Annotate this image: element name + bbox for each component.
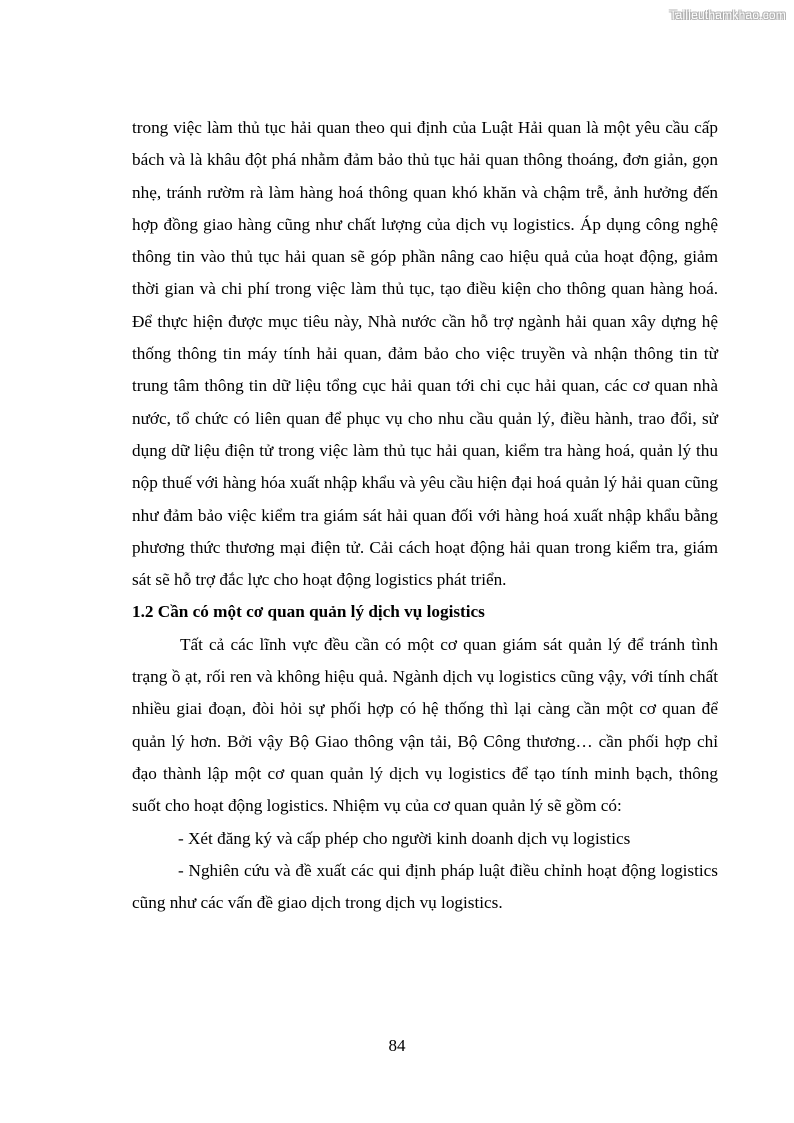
page-number: 84	[388, 1036, 406, 1055]
paragraph-customs-it: trong việc làm thủ tục hải quan theo qui định của Luật Hải quan là một yêu cầu cấp bách và là khâu đột phá nhằm đảm bảo thủ tục hải quan thông thoáng, đơn giản, gọn nhẹ, tránh rườm rà làm hàng hoá thông quan khó khăn và chậm trễ, ảnh hưởng đến hợp đồng giao hàng cũng như chất lượng của dịch vụ logistics. Áp dụng công nghệ thông tin vào thủ tục hải quan sẽ góp phần nâng cao hiệu quả của hoạt động, giảm thời gian và chi phí trong việc làm thủ tục, tạo điều kiện cho thông quan hàng hoá. Để thực hiện được mục tiêu này, Nhà nước cần hỗ trợ ngành hải quan xây dựng hệ thống thông tin máy tính hải quan, đảm bảo cho việc truyền và nhận thông tin từ trung tâm thông tin dữ liệu tổng cục hải quan tới chi cục hải quan, các cơ quan nhà nước, tổ chức có liên quan để phục vụ cho nhu cầu quản lý, điều hành, trao đổi, sử dụng dữ liệu điện tử trong việc làm thủ tục hải quan, kiểm tra hàng hoá, quản lý thu nộp thuế với hàng hóa xuất nhập khẩu và yêu cầu hiện đại hoá quản lý hải quan cũng như đảm bảo việc kiểm tra giám sát hải quan đối với hàng hoá xuất nhập khẩu bằng phương thức thương mại điện tử. Cải cách hoạt động hải quan trong kiểm tra, giám sát sẽ hỗ trợ đắc lực cho hoạt động logistics phát triển.	[132, 118, 718, 590]
paragraph-management-agency: Tất cả các lĩnh vực đều cần có một cơ quan giám sát quản lý để tránh tình trạng ồ ạt, rối ren và không hiệu quả. Ngành dịch vụ logistics cũng vậy, với tính chất nhiều giai đoạn, đòi hỏi sự phối hợp có hệ thống thì lại càng cần một cơ quan để quản lý hơn. Bởi vậy Bộ Giao thông vận tải, Bộ Công thương… cần phối hợp chỉ đạo thành lập một cơ quan quản lý dịch vụ logistics để tạo tính minh bạch, thông suốt cho hoạt động logistics. Nhiệm vụ của cơ quan quản lý sẽ gồm có:	[132, 634, 718, 816]
section-heading: 1.2 Cần có một cơ quan quản lý dịch vụ logistics	[132, 602, 485, 622]
bullet-item-research: - Nghiên cứu và đề xuất các qui định pháp luật điều chỉnh hoạt động logistics cũng như các vấn đề giao dịch trong dịch vụ logistics.	[132, 860, 718, 913]
bullet-item-registration: - Xét đăng ký và cấp phép cho người kinh doanh dịch vụ logistics	[178, 828, 631, 848]
document-body	[132, 112, 718, 919]
watermark-text: Tailieuthamkhao.com	[669, 8, 786, 22]
